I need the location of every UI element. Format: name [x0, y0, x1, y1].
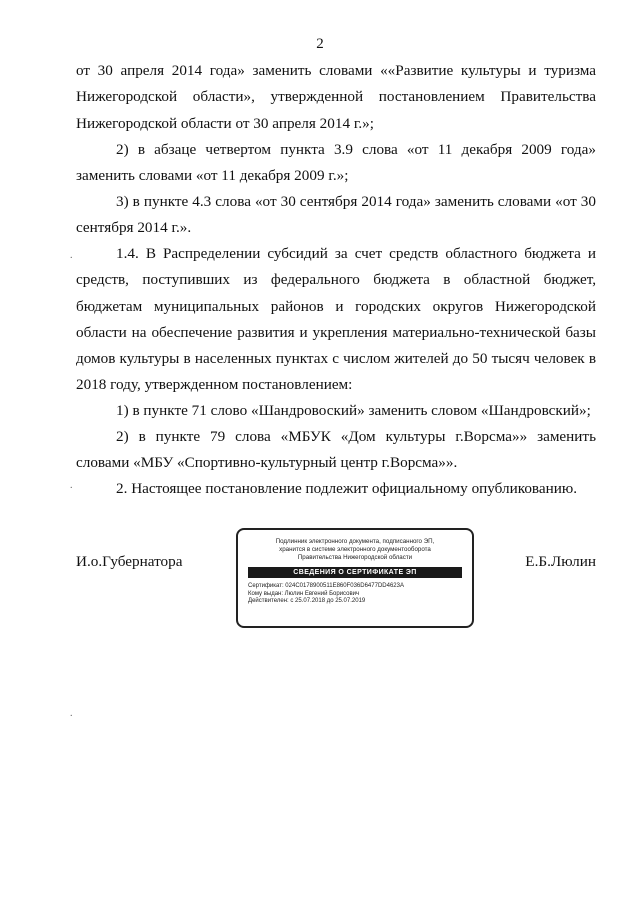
stamp-validity: Действителен: с 25.07.2018 до 25.07.2019	[248, 598, 366, 604]
scan-speck: .	[70, 708, 73, 719]
page-number: 2	[316, 36, 324, 52]
stamp-header-line-1: Подлинник электронного документа, подписанного ЭП,	[275, 538, 435, 545]
stamp-issued-to: Кому выдан: Люлин Евгений Борисович	[248, 590, 360, 597]
paragraph-point-71: 1) в пункте 71 слово «Шандровоский» заменить словом «Шандровский»;	[116, 402, 591, 419]
paragraph-publication: 2. Настоящее постановление подлежит официальному опубликованию.	[116, 480, 578, 497]
stamp-certificate-number: Сертификат: 024C0178900511E860F036D6477DD4623A	[248, 583, 404, 589]
stamp-certificate-band: СВЕДЕНИЯ О СЕРТИФИКАТЕ ЭП	[248, 567, 462, 578]
paragraph-continuation: от 30 апреля 2014 года» заменить словами ««Развитие культуры и туризма Нижегородской области», утвержденной постановлением Правительства Нижегородской области от 30 апреля 2014 г.»;	[76, 62, 596, 132]
paragraph-point-79: 2) в пункте 79 слова «МБУК «Дом культуры г.Ворсма»» заменить словами «МБУ «Спортивно-культурный центр г.Ворсма»».	[76, 428, 596, 472]
paragraph-item-3: 3) в пункте 4.3 слова «от 30 сентября 2014 года» заменить словами «от 30 сентября 2014 г.».	[76, 193, 596, 237]
signatory-position: И.о.Губернатора	[76, 553, 183, 570]
stamp-header-line-2: хранится в системе электронного документооборота	[279, 546, 431, 553]
signatory-name: Е.Б.Люлин	[525, 553, 596, 570]
paragraph-item-2: 2) в абзаце четвертом пункта 3.9 слова «от 11 декабря 2009 года» заменить словами «от 11 декабря 2009 г.»;	[76, 141, 596, 185]
stamp-header-line-3: Правительства Нижегородской области	[297, 554, 413, 561]
scan-speck: .	[70, 480, 73, 491]
electronic-signature-stamp	[236, 528, 474, 628]
stamp-header	[238, 538, 472, 562]
scan-speck: .	[70, 250, 73, 261]
paragraph-section-1-4: 1.4. В Распределении субсидий за счет средств областного бюджета и средств, поступивших из федерального бюджета в областной бюджет, бюджетам муниципальных районов и городских округов Нижегородской области на обеспечение развития и укрепления материально-технической базы домов культуры в населенных пунктах с числом жителей до 50 тысяч человек в 2018 году, утвержденном постановлением:	[76, 245, 596, 394]
